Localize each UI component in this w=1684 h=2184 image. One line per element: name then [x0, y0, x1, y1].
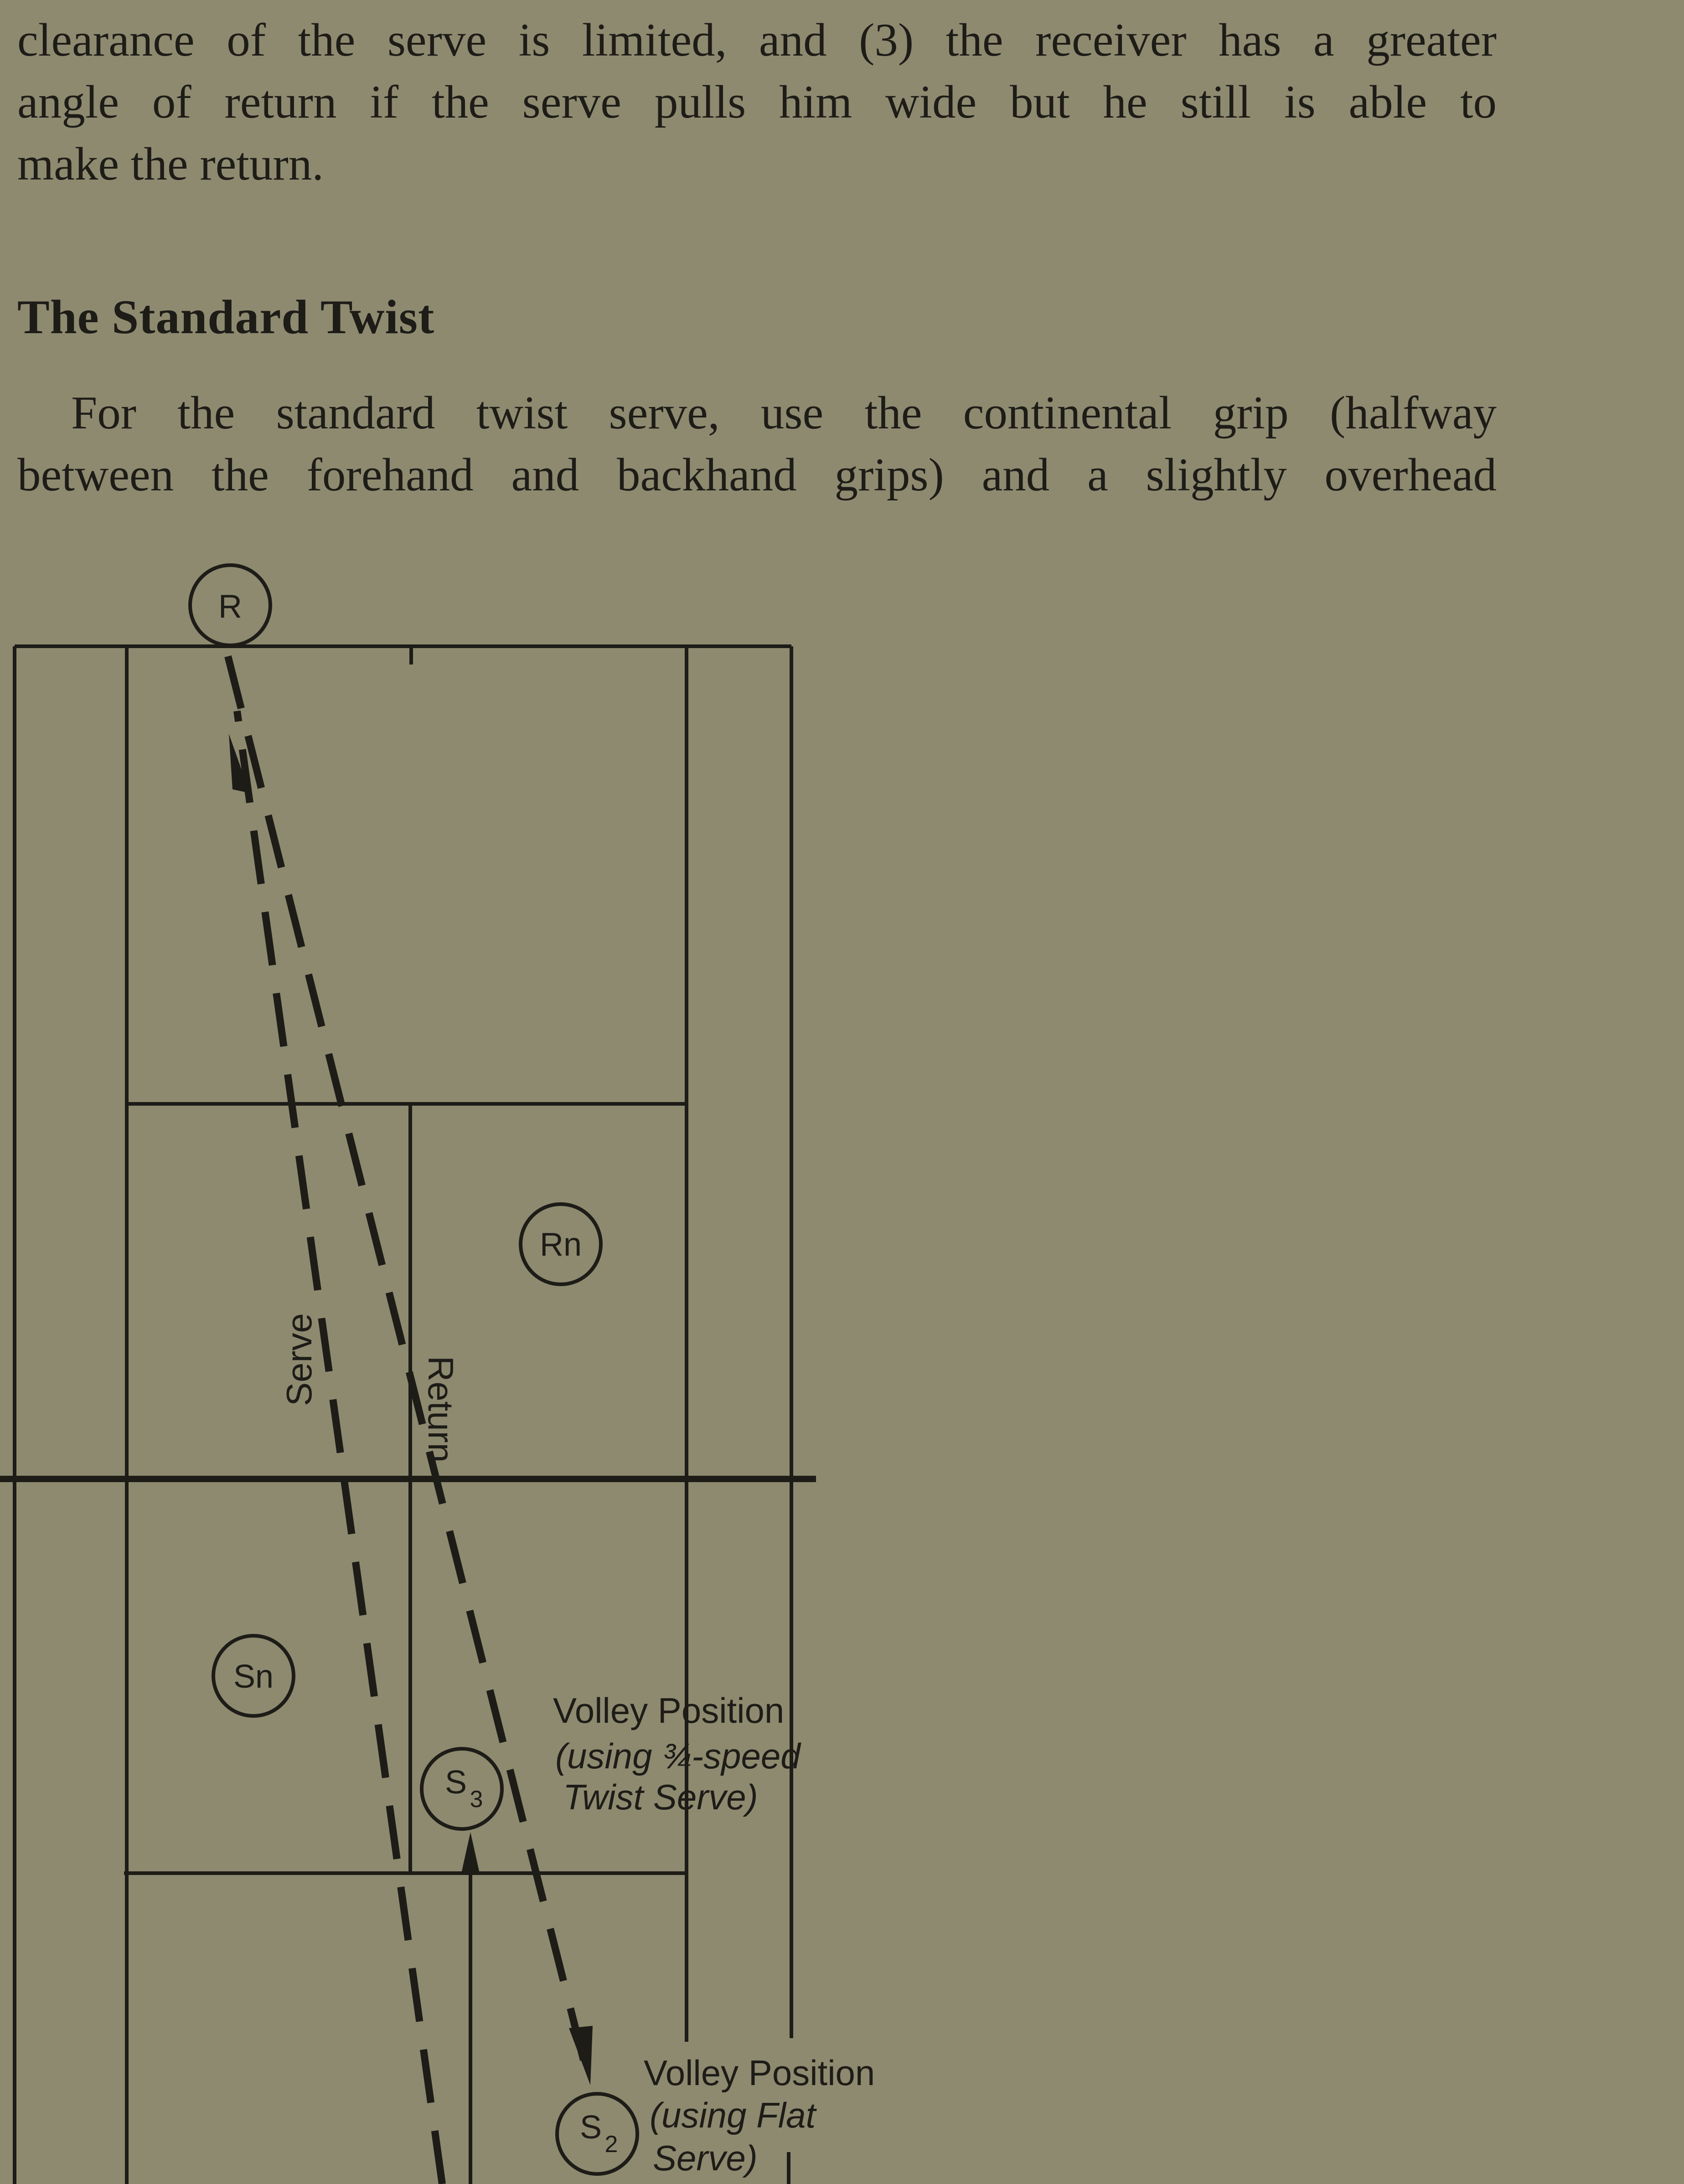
intro-line-2: angle of return if the serve pulls him wide but he still is able to [17, 76, 1497, 128]
body-line-2: between the forehand and backhand grips) and a slightly overhead [17, 449, 1497, 501]
server-partner-marker [213, 1636, 294, 1716]
server-2-letter: S [579, 2109, 602, 2146]
volley-3q-line1: (using ¾-speed [555, 1736, 801, 1776]
server-2-subscript: 2 [604, 2131, 618, 2158]
server-2-marker [557, 2094, 637, 2174]
volley-flat-line1: (using Flat [650, 2095, 816, 2135]
volley-flat-title: Volley Position [644, 2053, 875, 2093]
return-arrowhead [569, 2026, 593, 2085]
receiver-partner-label: Rn [539, 1226, 582, 1263]
intro-line-1: clearance of the serve is limited, and (3) the receiver has a greater [17, 14, 1497, 66]
intro-line-3: make the return. [17, 138, 324, 190]
volley-position-3q-callout [553, 1690, 801, 1817]
receiver-label: R [218, 588, 242, 625]
court-lines [0, 646, 816, 2184]
volley-flat-line2: Serve) [653, 2138, 758, 2178]
section-heading: The Standard Twist [17, 290, 435, 344]
receiver-partner-marker [521, 1204, 601, 1284]
s3-approach-path [461, 1832, 480, 2184]
server-3-subscript: 3 [470, 1786, 483, 1813]
volley-position-flat-callout [644, 2053, 875, 2178]
volley-3q-line2: Twist Serve) [563, 1777, 758, 1817]
return-path-label: Return [421, 1356, 461, 1463]
volley-3q-title: Volley Position [553, 1690, 785, 1731]
receiver-marker [190, 565, 270, 645]
server-partner-label: Sn [233, 1659, 274, 1695]
server-3-letter: S [444, 1764, 467, 1801]
body-line-1: For the standard twist serve, use the continental grip (halfway [71, 387, 1497, 439]
server-3-marker [422, 1749, 502, 1829]
serve-path-label: Serve [279, 1313, 319, 1406]
